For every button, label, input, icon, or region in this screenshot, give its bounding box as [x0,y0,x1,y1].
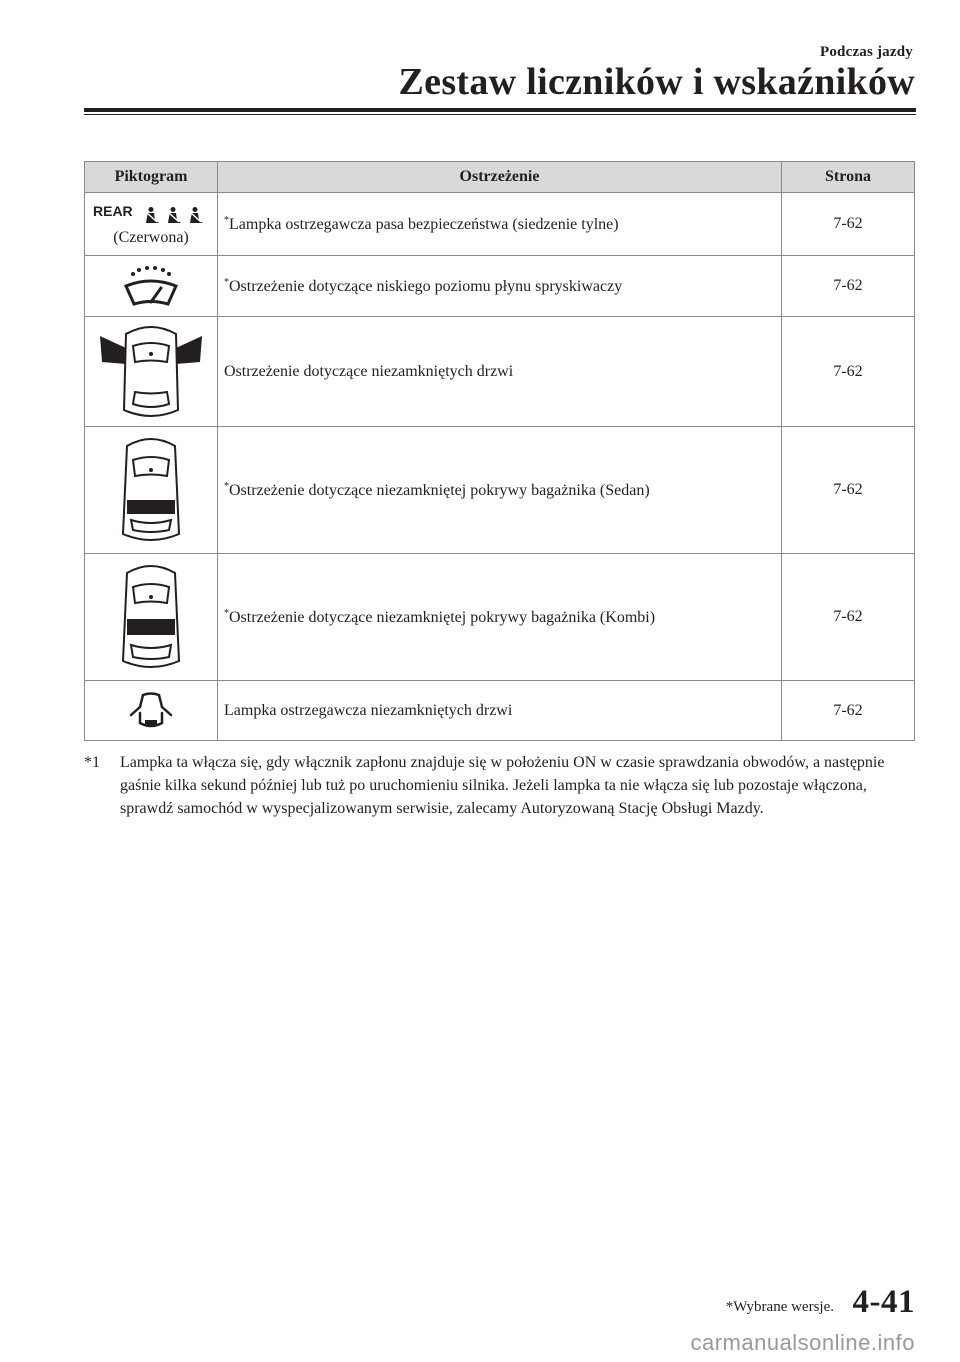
table-row [85,193,915,256]
page-reference: 7-62 [782,681,915,741]
rear-seatbelt-icon [91,201,211,227]
footnote-text: Lampka ta włącza się, gdy włącznik zapłonu znajduje się w położeniu ON w czasie sprawdzania obwodów, a następnie gaśnie kilka sekund później lub tuż po uruchomieniu silnika. Jeżeli lampka ta nie włącza się lub pozostaje włączona, sprawdź samochód w wyspecjalizowanym serwisie, zalecamy Autoryzowaną Stację Obsługi Mazdy. [120,754,885,817]
page-reference: 7-62 [782,193,915,256]
pictogram-cell [85,427,218,554]
page-reference: 7-62 [782,554,915,681]
watermark: carmanualsonline.info [690,1330,915,1355]
section-label: Podczas jazdy [819,44,913,60]
pictogram-cell [85,256,218,317]
warning-description: Lampka ostrzegawcza niezamkniętych drzwi [218,681,782,741]
table-row [85,256,915,317]
page-reference: 7-62 [782,317,915,427]
warning-table [84,161,915,741]
header-rule [84,108,916,112]
footnote-mark: *1 [84,754,100,771]
pictogram-cell [85,554,218,681]
chapter-title: Zestaw liczników i wskaźników [398,61,915,103]
column-header-warning: Ostrzeżenie [218,162,782,193]
pictogram-cell [85,317,218,427]
table-row [85,681,915,741]
footnote [84,751,916,820]
warning-description: *Ostrzeżenie dotyczące niezamkniętej pokrywy bagażnika (Sedan) [218,427,782,554]
page-reference: 7-62 [782,256,915,317]
footnote-marker: * [224,480,229,492]
door-ajar-lamp-icon [126,689,176,733]
page-number: 4-41 [852,1284,915,1320]
warning-description: Ostrzeżenie dotyczące niezamkniętych drzwi [218,317,782,427]
trunk-open-sedan-icon [111,434,191,546]
table-row [85,427,915,554]
warning-description: *Ostrzeżenie dotyczące niskiego poziomu płynu spryskiwaczy [218,256,782,317]
table-row [85,554,915,681]
washer-fluid-icon [121,264,181,308]
footnote-marker: * [224,214,229,226]
svg-text:REAR: REAR [93,203,133,219]
door-open-car-icon [96,322,206,422]
footer-note: *Wybrane wersje. [725,1299,834,1315]
table-header-row [85,162,915,193]
header-rule-thin [84,114,916,115]
pictogram-cell [85,681,218,741]
color-note: (Czerwona) [113,229,189,246]
footnote-marker: * [224,276,229,288]
column-header-page: Strona [782,162,915,193]
table-row [85,317,915,427]
column-header-pictogram: Piktogram [85,162,218,193]
warning-description: *Ostrzeżenie dotyczące niezamkniętej pokrywy bagażnika (Kombi) [218,554,782,681]
page-reference: 7-62 [782,427,915,554]
pictogram-cell [85,193,218,256]
warning-description: *Lampka ostrzegawcza pasa bezpieczeństwa (siedzenie tylne) [218,193,782,256]
footnote-marker: * [224,607,229,619]
liftgate-open-wagon-icon [111,561,191,673]
